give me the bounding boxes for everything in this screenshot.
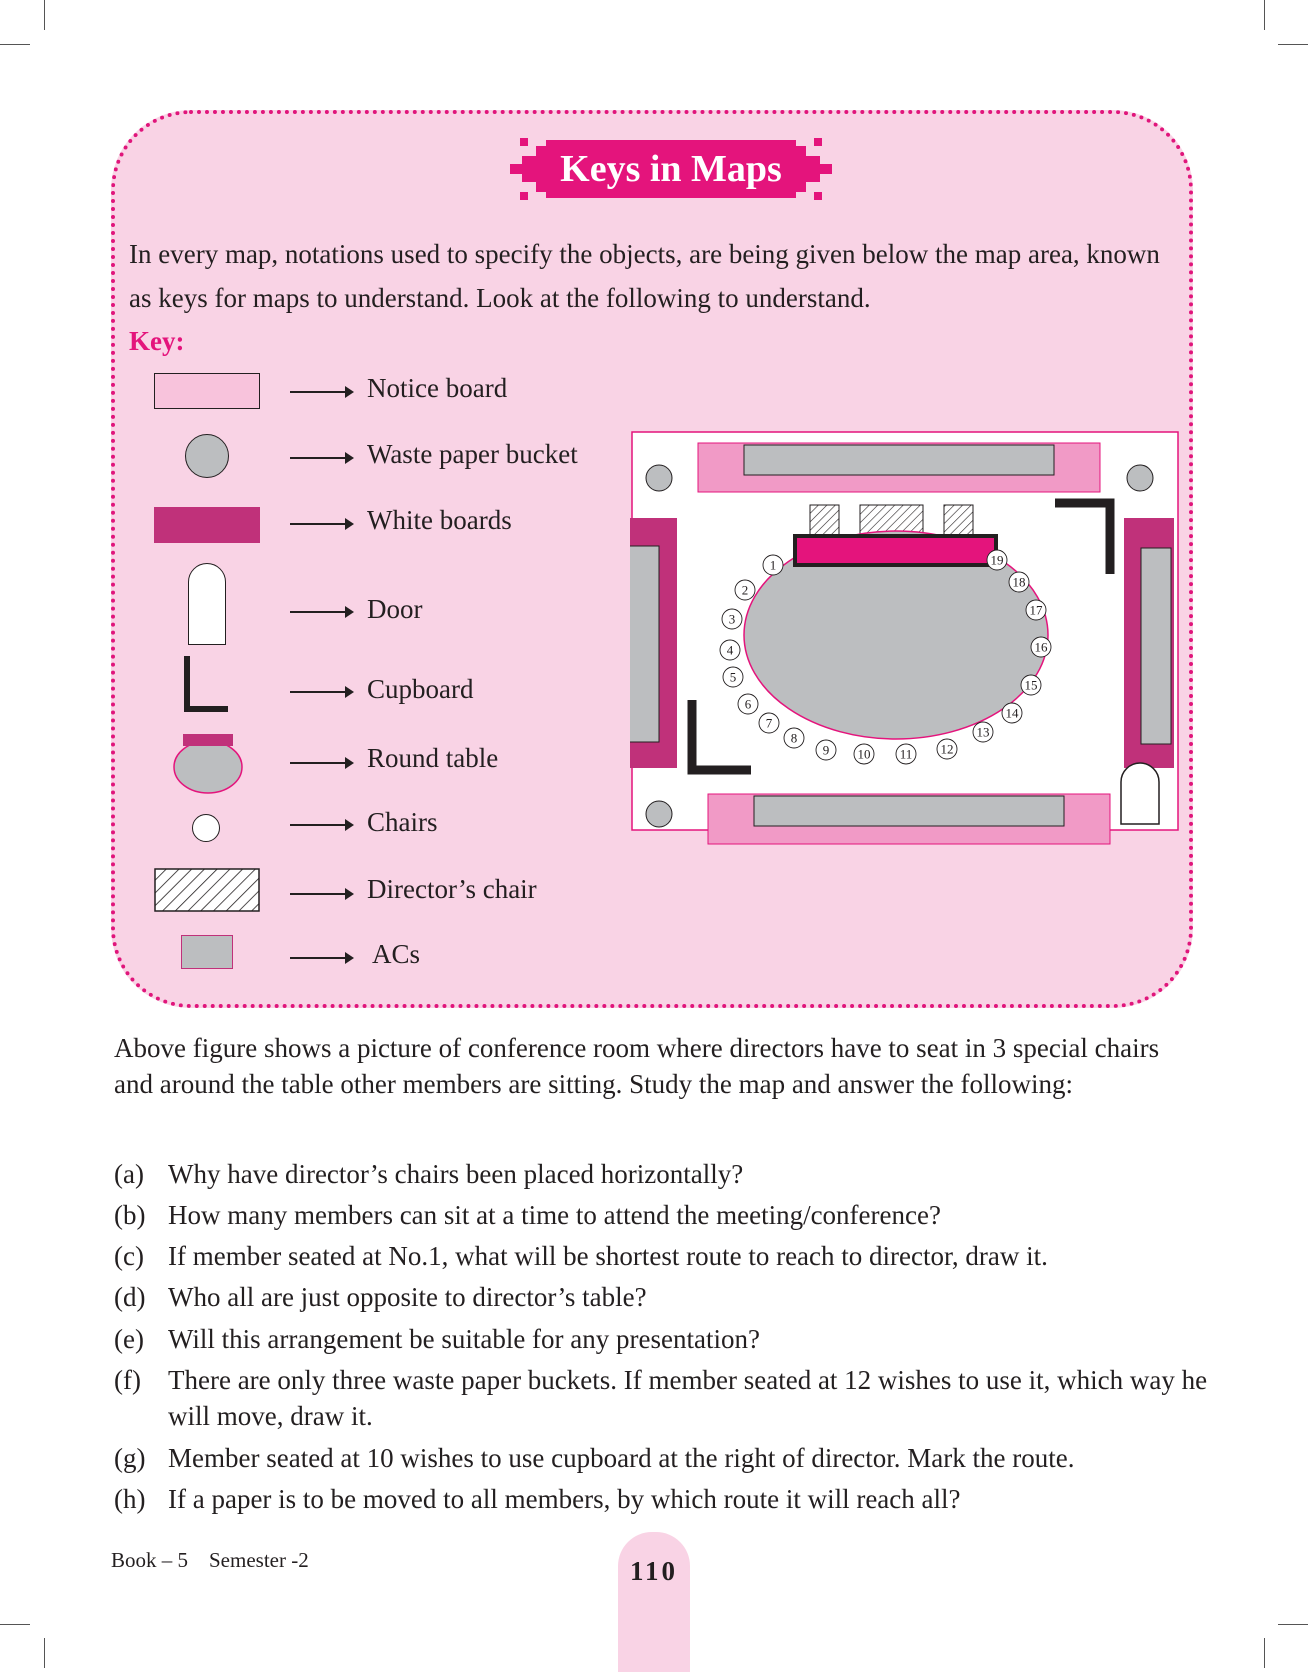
crop-mark [44,1638,45,1668]
question-text: How many members can sit at a time to attend the meeting/conference? [168,1200,941,1230]
chair-number: 3 [728,611,736,627]
chair-number: 11 [899,746,913,762]
chair-number: 8 [790,730,798,746]
chair-number: 15 [1024,677,1038,693]
ac-right [1141,548,1171,744]
key-label-chairs: Chairs [367,807,438,837]
notice-board-icon [154,373,260,409]
key-label-acs: ACs [372,939,421,969]
conference-room-map [630,430,1180,846]
key-arrow [290,893,352,895]
key-label-door: Door [367,594,423,624]
director-chair [944,505,973,536]
question-text: Member seated at 10 wishes to use cupboard at the right of director. Mark the route. [168,1443,1075,1473]
question-label: (a) [114,1159,144,1189]
chair-number: 18 [1012,574,1026,590]
round-table-icon [170,732,246,794]
chair-number: 12 [940,741,954,757]
chair-number: 5 [729,669,737,685]
crop-mark [1264,0,1265,30]
key-arrow [290,957,352,959]
ac-left [630,546,659,742]
chair-number: 14 [1005,705,1019,721]
ac-top [744,445,1054,475]
intro-text: In every map, notations used to specify the objects, are being given below the map area, known as keys for maps to understand. Look at the following to understand. [129,239,1160,313]
key-arrow [290,611,352,613]
door-icon [188,563,226,645]
question-label: (f) [114,1365,141,1395]
key-label-round-table: Round table [367,743,499,773]
chair-number: 16 [1034,639,1048,655]
question-text: If a paper is to be moved to all members, by which route it will reach all? [168,1484,961,1514]
ac-bottom [754,796,1064,826]
chair-number: 17 [1029,602,1043,618]
question-label: (e) [114,1324,144,1354]
question-text: If member seated at No.1, what will be shortest route to reach to director, draw it. [168,1241,1048,1271]
page-title: Keys in Maps [546,140,796,198]
description-paragraph: Above figure shows a picture of conference room where directors have to seat in 3 special chairs and around the table other members are sitting. Study the map and answer the following: [114,1033,1160,1099]
key-arrow [290,523,352,525]
key-label-cupboard: Cupboard [367,674,474,704]
crop-mark [44,0,45,30]
waste-bucket-icon [185,434,229,478]
key-label-director-chair: Director’s chair [367,874,537,904]
white-board-icon [154,507,260,543]
question-label: (h) [114,1484,146,1514]
chair-number: 13 [976,724,990,740]
crop-mark [1278,1624,1308,1625]
page-number: 110 [629,1556,678,1586]
question-label: (c) [114,1241,144,1271]
crop-mark [0,44,30,45]
director-white-board [795,536,996,565]
question-text: There are only three waste paper buckets. If member seated at 12 wishes to use it, which way he will move, draw it. [168,1365,1208,1431]
chair-number: 9 [822,742,830,758]
key-arrow [290,762,352,764]
key-arrow [290,457,352,459]
question-label: (d) [114,1282,146,1312]
chair-number: 1 [769,557,777,573]
key-arrow [290,691,352,693]
chair-number: 10 [857,746,871,762]
chair-number: 6 [744,696,752,712]
crop-mark [0,1624,30,1625]
chair-number: 7 [765,715,773,731]
question-label: (b) [114,1200,146,1230]
question-text: Why have director’s chairs been placed horizontally? [168,1159,744,1189]
waste-bucket [1127,465,1153,491]
door [1121,763,1159,824]
question-text: Will this arrangement be suitable for any presentation? [168,1324,760,1354]
key-arrow [290,391,352,393]
book-semester-label: Book – 5 Semester -2 [111,1548,309,1572]
key-label-notice-board: Notice board [367,373,508,403]
chair-icon [192,814,220,842]
key-heading: Key: [129,326,185,356]
chair-number: 2 [741,582,749,598]
waste-bucket [646,801,672,827]
title-banner [510,134,832,204]
key-label-white-boards: White boards [367,505,512,535]
key-label-waste-bucket: Waste paper bucket [367,439,578,469]
crop-mark [1278,44,1308,45]
chair-number: 4 [726,642,734,658]
director-chair-icon [154,868,260,912]
chair-number: 19 [990,552,1004,568]
waste-bucket [646,465,672,491]
director-chair [810,505,839,536]
key-arrow [290,824,352,826]
question-label: (g) [114,1443,146,1473]
question-text: Who all are just opposite to director’s table? [168,1282,647,1312]
crop-mark [1264,1638,1265,1668]
cupboard-icon [184,656,228,712]
ac-icon [181,935,233,969]
page-number-tab [618,1532,690,1672]
